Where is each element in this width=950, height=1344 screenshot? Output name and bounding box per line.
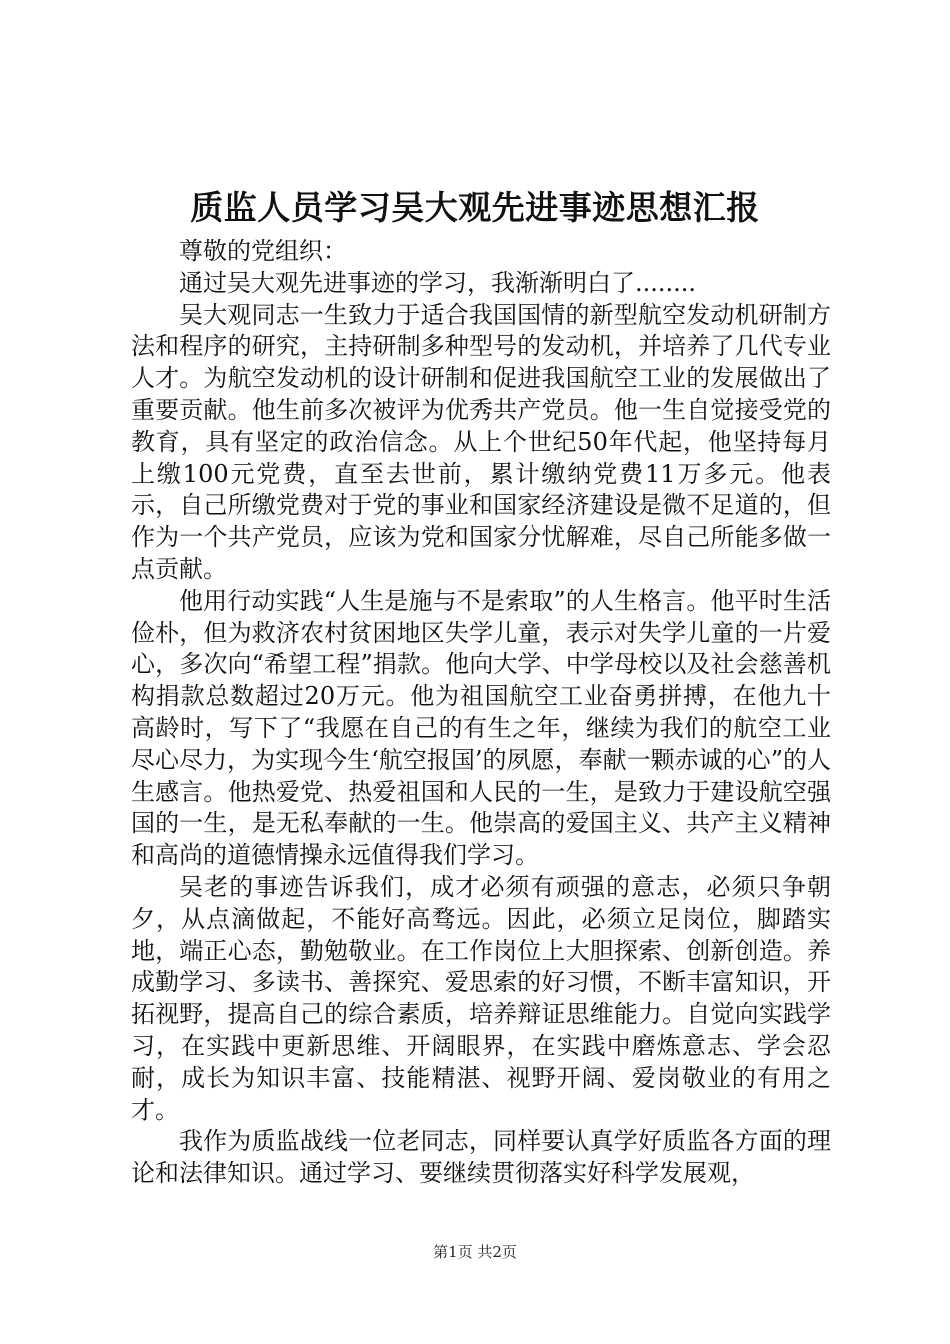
- body-paragraph: 他用行动实践“人生是施与不是索取”的人生格言。他平时生活俭朴，但为救济农村贫困地区失学儿童，表示对失学儿童的一片爱心，多次向“希望工程”捐款。他向大学、中学母校以及社会慈善机构捐款总数超过20万元。他为祖国航空工业奋勇拼搏，在他九十高龄时，写下了“我愿在自己的有生之年，继续为我们的航空工业尽心尽力，为实现今生‘航空报国’的夙愿，奉献一颗赤诚的心”的人生感言。他热爱党、热爱祖国和人民的一生，是致力于建设航空强国的一生，是无私奉献的一生。他崇高的爱国主义、共产主义精神和高尚的道德情操永远值得我们学习。: [131, 586, 831, 870]
- body-paragraph: 吴大观同志一生致力于适合我国国情的新型航空发动机研制方法和程序的研究，主持研制多种型号的发动机，并培养了几代专业人才。为航空发动机的设计研制和促进我国航空工业的发展做出了重要贡献。他生前多次被评为优秀共产党员。他一生自觉接受党的教育，具有坚定的政治信念。从上个世纪50年代起，他坚持每月上缴100元党费，直至去世前，累计缴纳党费11万多元。他表示，自己所缴党费对于党的事业和国家经济建设是微不足道的，但作为一个共产党员，应该为党和国家分忧解难，尽自己所能多做一点贡献。: [131, 300, 831, 583]
- salutation-paragraph: 尊敬的党组织：: [179, 237, 347, 265]
- page-number-footer: 第1页 共2页: [433, 1243, 517, 1261]
- intro-paragraph: 通过吴大观先进事迹的学习，我渐渐明白了........: [179, 268, 697, 297]
- body-paragraph: 我作为质监战线一位老同志，同样要认真学好质监各方面的理论和法律知识。通过学习、要继续贯彻落实好科学发展观，: [131, 1127, 831, 1188]
- document-title: 质监人员学习吴大观先进事迹思想汇报: [190, 188, 760, 227]
- body-paragraph: 吴老的事迹告诉我们，成才必须有顽强的意志，必须只争朝夕，从点滴做起，不能好高骛远。因此，必须立足岗位，脚踏实地，端正心态，勤勉敬业。在工作岗位上大胆探索、创新创造。养成勤学习、多读书、善探究、爱思索的好习惯，不断丰富知识，开拓视野，提高自己的综合素质，培养辩证思维能力。自觉向实践学习，在实践中更新思维、开阔眼界，在实践中磨炼意志、学会忍耐，成长为知识丰富、技能精湛、视野开阔、爱岗敬业的有用之才。: [131, 872, 831, 1124]
- document-body: [131, 236, 831, 1190]
